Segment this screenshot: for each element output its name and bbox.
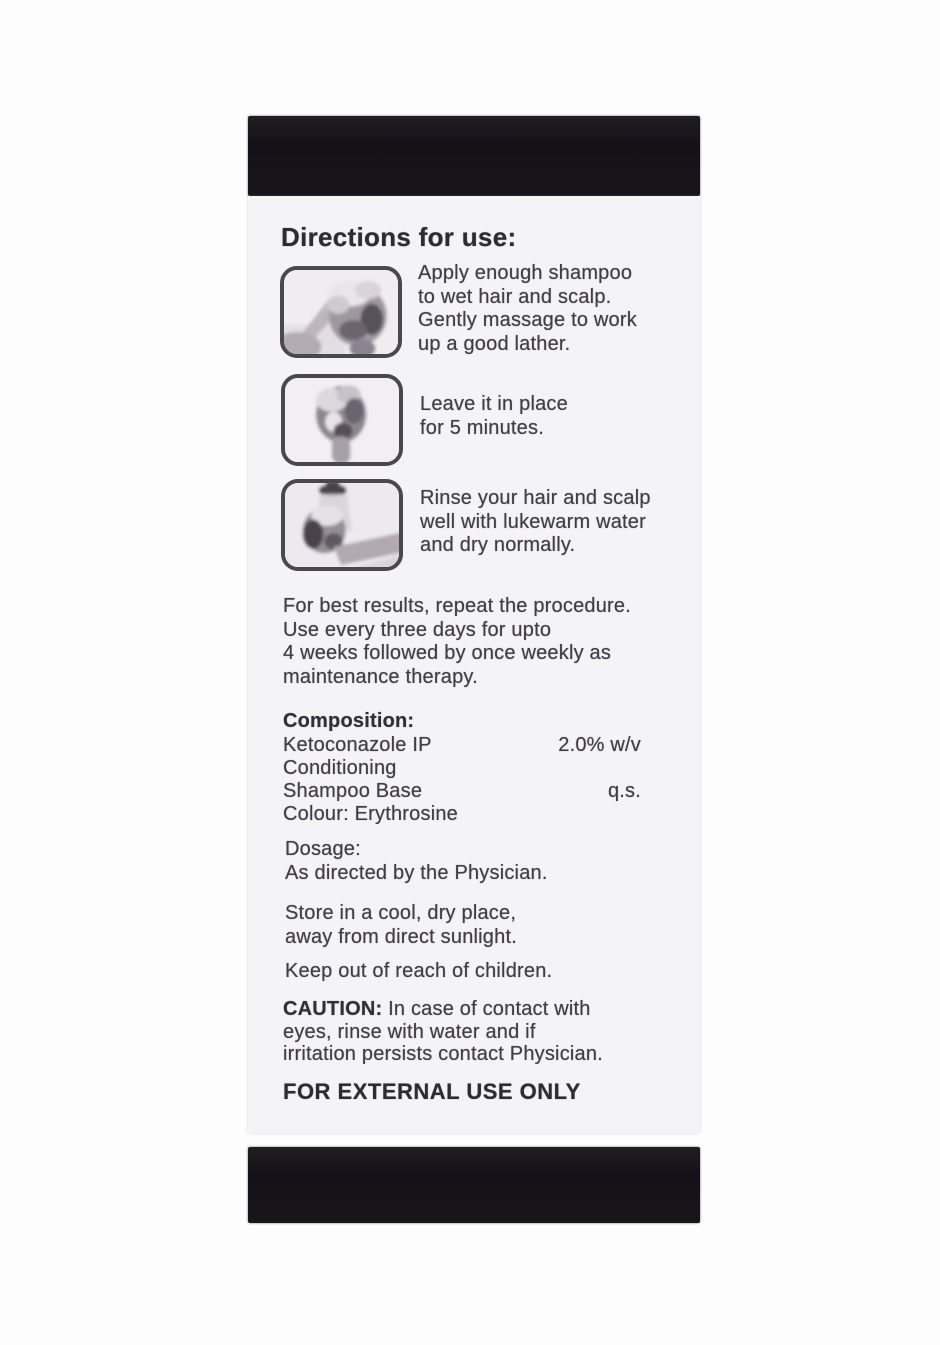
caution-line: eyes, rinse with water and if: [283, 1020, 536, 1043]
ingredient-name: Colour: Erythrosine: [283, 803, 458, 826]
caution-section: [283, 998, 603, 1066]
composition-row: [283, 803, 641, 826]
composition-row: [283, 780, 641, 803]
lather-wait-photo-icon: [281, 374, 403, 466]
dosage-heading: Dosage:: [285, 838, 361, 860]
step-apply-line: Apply enough shampoo: [418, 262, 633, 284]
ingredient-value: 2.0% w/v: [558, 733, 641, 756]
caution-label: CAUTION:: [283, 998, 383, 1020]
step-apply-line: to wet hair and scalp.: [418, 285, 612, 308]
best-results-line: maintenance therapy.: [283, 665, 478, 688]
carton-top-black-band: [248, 116, 700, 196]
storage-line: Store in a cool, dry place,: [285, 902, 517, 924]
caution-line-rest: In case of contact with: [382, 998, 591, 1020]
external-use-warning: FOR EXTERNAL USE ONLY: [283, 1079, 581, 1104]
caution-line: irritation persists contact Physician.: [283, 1043, 603, 1065]
carton-bottom-black-band: [248, 1147, 700, 1223]
step-rinse-line: and dry normally.: [420, 534, 576, 556]
best-results-line: 4 weeks followed by once weekly as: [283, 642, 612, 664]
ingredient-name: Ketoconazole IP: [283, 733, 432, 756]
ingredient-name: Shampoo Base: [283, 779, 423, 802]
step-rinse-line: well with lukewarm water: [420, 510, 646, 533]
dosage-section: [285, 838, 548, 885]
storage-line: away from direct sunlight.: [285, 925, 517, 948]
composition-heading: Composition:: [283, 710, 415, 732]
best-results-line: For best results, repeat the procedure.: [283, 595, 631, 617]
step-apply-text: [418, 262, 637, 356]
rinse-hair-photo-icon: [281, 479, 403, 571]
ingredient-value: q.s.: [607, 779, 641, 802]
best-results-line: Use every three days for upto: [283, 618, 552, 641]
ingredient-name: Conditioning: [283, 756, 397, 779]
shampoo-carton-panel: [248, 116, 700, 1223]
keep-away-text: Keep out of reach of children.: [285, 960, 553, 982]
caution-line: [283, 998, 603, 1021]
step-leave-line: Leave it in place: [420, 393, 568, 415]
composition-row: [283, 734, 641, 757]
step-rinse-text: [420, 487, 651, 558]
composition-section: [283, 710, 641, 826]
best-results-paragraph: [283, 595, 631, 689]
keep-away-warning: [285, 960, 552, 984]
step-apply-line: up a good lather.: [418, 332, 571, 355]
step-rinse-line: Rinse your hair and scalp: [420, 487, 651, 509]
step-apply-line: Gently massage to work: [418, 309, 637, 331]
apply-shampoo-photo-icon: [280, 266, 402, 358]
composition-row: [283, 757, 641, 780]
storage-instructions: [285, 902, 517, 949]
directions-label-panel: [248, 196, 700, 1133]
dosage-text: As directed by the Physician.: [285, 861, 548, 884]
step-leave-text: [420, 393, 568, 440]
directions-heading: Directions for use:: [281, 222, 517, 252]
step-leave-line: for 5 minutes.: [420, 416, 544, 439]
